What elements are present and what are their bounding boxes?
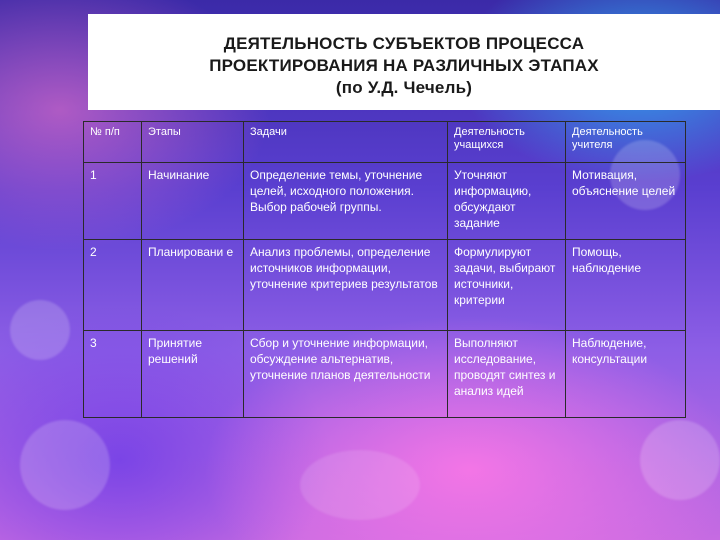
header-number: № п/п [84,122,142,163]
table-header-row [84,122,686,163]
cell-teacher-activity: Наблюдение, консультации [566,331,686,418]
cell-number: 3 [84,331,142,418]
bokeh-light [640,420,720,500]
cell-tasks: Анализ проблемы, определение источников информации, уточнение критериев результатов [244,240,448,331]
cell-student-activity: Выполняют исследование, проводят синтез и анализ идей [448,331,566,418]
cell-student-activity: Формулируют задачи, выбирают источники, критерии [448,240,566,331]
cell-stage: Принятие решений [142,331,244,418]
table-row [84,331,686,418]
bokeh-light [10,300,70,360]
cell-student-activity: Уточняют информацию, обсуждают задание [448,163,566,240]
title-line-3: (по У.Д. Чечель) [335,78,473,97]
table-row [84,240,686,331]
cell-number: 2 [84,240,142,331]
bokeh-light [300,450,420,520]
header-student-activity: Деятельность учащихся [448,122,566,163]
title-box [88,14,720,110]
project-stages-table [83,121,686,418]
cell-teacher-activity: Мотивация, объяснение целей [566,163,686,240]
cell-tasks: Сбор и уточнение информации, обсуждение альтернатив, уточнение планов деятельности [244,331,448,418]
header-stages: Этапы [142,122,244,163]
header-teacher-activity: Деятельность учителя [566,122,686,163]
title-line-1: ДЕЯТЕЛЬНОСТЬ СУБЪЕКТОВ ПРОЦЕССА [223,34,585,53]
cell-tasks: Определение темы, уточнение целей, исходного положения. Выбор рабочей группы. [244,163,448,240]
cell-teacher-activity: Помощь, наблюдение [566,240,686,331]
cell-stage: Планировани е [142,240,244,331]
table-row [84,163,686,240]
bokeh-light [20,420,110,510]
cell-stage: Начинание [142,163,244,240]
header-tasks: Задачи [244,122,448,163]
title-line-2: ПРОЕКТИРОВАНИЯ НА РАЗЛИЧНЫХ ЭТАПАХ [209,56,599,75]
cell-number: 1 [84,163,142,240]
